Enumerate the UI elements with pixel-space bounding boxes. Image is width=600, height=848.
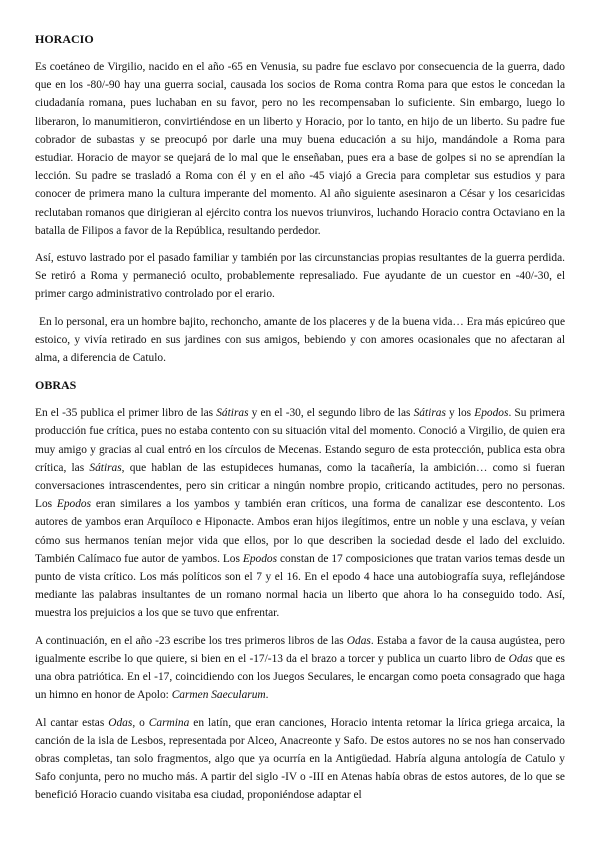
text-run: , o xyxy=(132,716,149,729)
section-heading-obras: OBRAS xyxy=(35,378,77,393)
paragraph-personal xyxy=(35,313,565,368)
italic-title: Odas xyxy=(108,716,133,729)
paragraph-satiras-epodos xyxy=(35,404,565,622)
italic-title: Epodos xyxy=(56,498,92,511)
paragraph-biography xyxy=(35,58,565,240)
document-page xyxy=(35,30,565,814)
text-run: En el -35 publica el primer libro de las xyxy=(35,407,217,420)
paragraph-carmina xyxy=(35,714,565,805)
italic-title: Carmen Saecularum xyxy=(171,689,266,702)
text-run: , que hablan de las estupideces humanas, como la tacañería, la ambición… como si fueran conversaciones intrascendentes, pero sin criticar a ningún nombre propio, criticando actitudes, pero no personas. Los xyxy=(35,461,566,511)
text-run: . xyxy=(265,689,269,702)
italic-title: Sátiras xyxy=(216,407,249,420)
text-run: . Estaba a favor de la causa augústea, pero igualmente escribe lo que quiere, si bien en el -17/-13 da el brazo a torcer y publica un cuarto libro de xyxy=(35,634,565,665)
section-heading-horacio: HORACIO xyxy=(35,32,94,46)
text-run: Al cantar estas xyxy=(35,716,109,729)
italic-title: Carmina xyxy=(148,716,190,729)
italic-title: Odas xyxy=(346,634,371,647)
text-run: . Su primera producción fue crítica, pues no estaba contento con su situación vital del momento. Conoció a Virgilio, de quien era muy amigo y gracias al cual entró en los círculos de Mecenas. Estando seguro de esta protección, publica esta obra crítica, las xyxy=(35,407,565,474)
text-run: A continuación, en el año -23 escribe los tres primeros libros de las xyxy=(35,634,347,647)
text-run: y los xyxy=(445,407,475,420)
italic-title: Sátiras xyxy=(413,407,446,420)
italic-title: Epodos xyxy=(242,552,278,565)
text-run: Así, estuvo lastrado por el pasado familiar y también por las circunstancias propias resultantes de la guerra perdida. Se retiró a Roma y permaneció oculto, probablemente represaliado. Fue ayudante de un cuestor en -40/-30, el primer cargo administrativo controlado por el erario. xyxy=(35,252,565,301)
italic-title: Odas xyxy=(508,652,533,665)
italic-title: Sátiras xyxy=(89,461,122,474)
text-run: constan de 17 composiciones que tratan varios temas desde un punto de vista crítico. Los más políticos son el 7 y el 16. En el epodo 4 hace una autobiografía suya, reflejándose mediante las palabras insultantes de un romano normal hacia un liberto que ahora lo ha conseguido todo. Así, muestra los prejuicios a los que se tuvo que enfrentar. xyxy=(35,552,566,620)
text-run: eran similares a los yambos y también eran críticos, una forma de canalizar ese descontento. Los autores de yambos eran Arquíloco e Hiponacte. Ambos eran hijos ilegítimos, entre un noble y una esclava, y veían cómo sus hermanos tenían mejor vida que ellos, por lo que describen la sociedad desde el lado del excluido. También Calímaco fue autor de yambos. Los xyxy=(35,498,566,565)
text-run: En lo personal, era un hombre bajito, rechoncho, amante de los placeres y de la buena vida… Era más epicúreo que estoico, y vivía retirado en sus jardines con sus amigos, bebiendo y con amores ocasionales que no afectaran al alma, a diferencia de Catulo. xyxy=(35,315,565,365)
italic-title: Epodos xyxy=(474,407,509,420)
paragraph-odas xyxy=(35,632,565,705)
paragraph-aftermath xyxy=(35,249,565,304)
text-run: en latín, que eran canciones, Horacio intenta retomar la lírica griega arcaica, la canción de la isla de Lesbos, representada por Alceo, Anacreonte y Safo. De estos autores no se nos han conservado obras completas, tan solo fragmentos, algo que ya ocurría en la Antigüedad. Habría alguna antología de Catulo y Safo conjunta, pero no mucho más. A partir del siglo -IV o -III en Atenas había obras de estos autores, de lo que se benefició Horacio cuando visitaba esa ciudad, proponiéndose adaptar el xyxy=(35,716,565,802)
text-run: Es coetáneo de Virgilio, nacido en el año -65 en Venusia, su padre fue esclavo por consecuencia de la guerra, dado que en los -80/-90 hay una guerra social, causada los socios de Roma contra Roma para que estos le concedan la ciudadanía romana, pues luchaban en su favor, pero no les recompensaban lo suficiente. Sin embargo, luego lo liberaron, lo manumitieron, convirtiéndose en un liberto y Horacio, por lo tanto, en hijo de un liberto. Su padre fue cobrador de subastas y se preocupó por darle una muy buena educación a su hijo, mandándole a Roma para estudiar. Horacio de mayor se quejará de lo mal que le enseñaban, pues era a base de golpes si no se aprendían la lección. Su padre se trasladó a Roma con él y en el año -45 viajó a Grecia para completar sus estudios y para conocer de primera mano la cultura imperante del momento. Al año siguiente asesinaron a César y los cesaricidas reclutaban romanos que dirigieran al ejército contra los nuevos triunviros, luchando Horacio contra Octaviano en la batalla de Filipos a favor de la República, resultando perdedor. xyxy=(35,61,565,237)
text-run: que es una obra patriótica. En el -17, coincidiendo con los Juegos Seculares, le encargan como poeta consagrado que haga un himno en honor de Apolo: xyxy=(35,652,565,702)
text-run: y en el -30, el segundo libro de las xyxy=(248,407,414,420)
